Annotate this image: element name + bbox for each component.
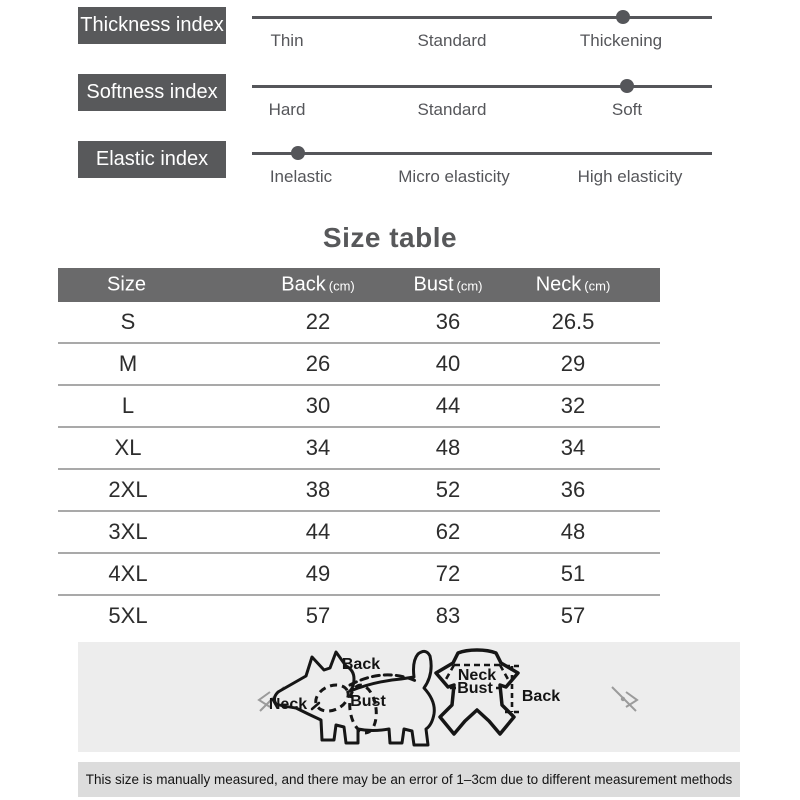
dog-bust-label: Bust: [350, 693, 386, 710]
dog-back-label: Back: [341, 656, 381, 673]
measurement-diagram-band: [78, 642, 740, 752]
thickness-tick-thin: Thin: [270, 31, 304, 50]
thickness-slider-track: [252, 16, 712, 19]
elastic-tick-inelastic: Inelastic: [269, 167, 333, 186]
table-row: [58, 554, 660, 596]
cell-neck: 34: [560, 435, 586, 460]
cell-size: S: [120, 309, 136, 334]
cell-back: 38: [305, 477, 331, 502]
garment-bust-label: Bust: [457, 680, 493, 697]
cell-neck: 57: [560, 603, 586, 628]
dog-neck-label: Neck: [268, 696, 308, 713]
table-row: [58, 302, 660, 344]
table-row: [58, 470, 660, 512]
cell-back: 22: [305, 309, 331, 334]
next-arrow-icon[interactable]: [608, 682, 642, 716]
thickness-tick-thickening: Thickening: [579, 31, 663, 50]
cell-size: 5XL: [108, 603, 148, 628]
cell-bust: 40: [435, 351, 461, 376]
cell-size: 3XL: [108, 519, 148, 544]
measurement-disclaimer: This size is manually measured, and there may be an error of 1–3cm due to different measurement methods: [78, 762, 740, 797]
softness-slider-dot: [620, 79, 634, 93]
cell-neck: 26.5: [551, 309, 595, 334]
cell-back: 34: [305, 435, 331, 460]
cell-bust: 72: [435, 561, 461, 586]
table-row: [58, 344, 660, 386]
cell-size: 4XL: [108, 561, 148, 586]
cell-back: 57: [305, 603, 331, 628]
table-row: [58, 386, 660, 428]
cell-back: 30: [305, 393, 331, 418]
size-table-title: Size table: [322, 222, 458, 253]
cell-bust: 48: [435, 435, 461, 460]
size-table: [58, 268, 660, 636]
table-row: [58, 428, 660, 470]
cell-bust: 62: [435, 519, 461, 544]
garment-neck-label: Neck: [457, 667, 497, 684]
elastic-slider-track: [252, 152, 712, 155]
col-header-neck: Neck (cm): [535, 273, 611, 296]
cell-neck: 32: [560, 393, 586, 418]
garment-back-label: Back: [521, 688, 561, 705]
table-row: [58, 596, 660, 636]
col-header-size: Size: [107, 273, 146, 296]
cell-back: 26: [305, 351, 331, 376]
cell-back: 44: [305, 519, 331, 544]
cell-neck: 29: [560, 351, 586, 376]
cell-size: M: [118, 351, 138, 376]
softness-slider-track: [252, 85, 712, 88]
softness-tick-hard: Hard: [268, 100, 306, 119]
cell-back: 49: [305, 561, 331, 586]
softness-index-label: Softness index: [78, 74, 226, 111]
cell-neck: 48: [560, 519, 586, 544]
cell-bust: 44: [435, 393, 461, 418]
cell-bust: 83: [435, 603, 461, 628]
cell-neck: 36: [560, 477, 586, 502]
thickness-index-label: Thickness index: [78, 7, 226, 44]
softness-tick-soft: Soft: [611, 100, 643, 119]
col-header-back: Back (cm): [281, 273, 355, 296]
cell-size: L: [121, 393, 135, 418]
elastic-tick-high: High elasticity: [577, 167, 683, 186]
thickness-tick-standard: Standard: [417, 31, 487, 50]
elastic-index-label: Elastic index: [78, 141, 226, 178]
elastic-tick-micro: Micro elasticity: [398, 167, 510, 186]
elastic-slider-dot: [291, 146, 305, 160]
cell-size: XL: [114, 435, 142, 460]
size-table-header: [58, 268, 660, 302]
cell-bust: 36: [435, 309, 461, 334]
table-row: [58, 512, 660, 554]
thickness-slider-dot: [616, 10, 630, 24]
col-header-bust: Bust (cm): [413, 273, 483, 296]
cell-bust: 52: [435, 477, 461, 502]
cell-neck: 51: [560, 561, 586, 586]
softness-tick-standard: Standard: [417, 100, 487, 119]
cell-size: 2XL: [108, 477, 148, 502]
